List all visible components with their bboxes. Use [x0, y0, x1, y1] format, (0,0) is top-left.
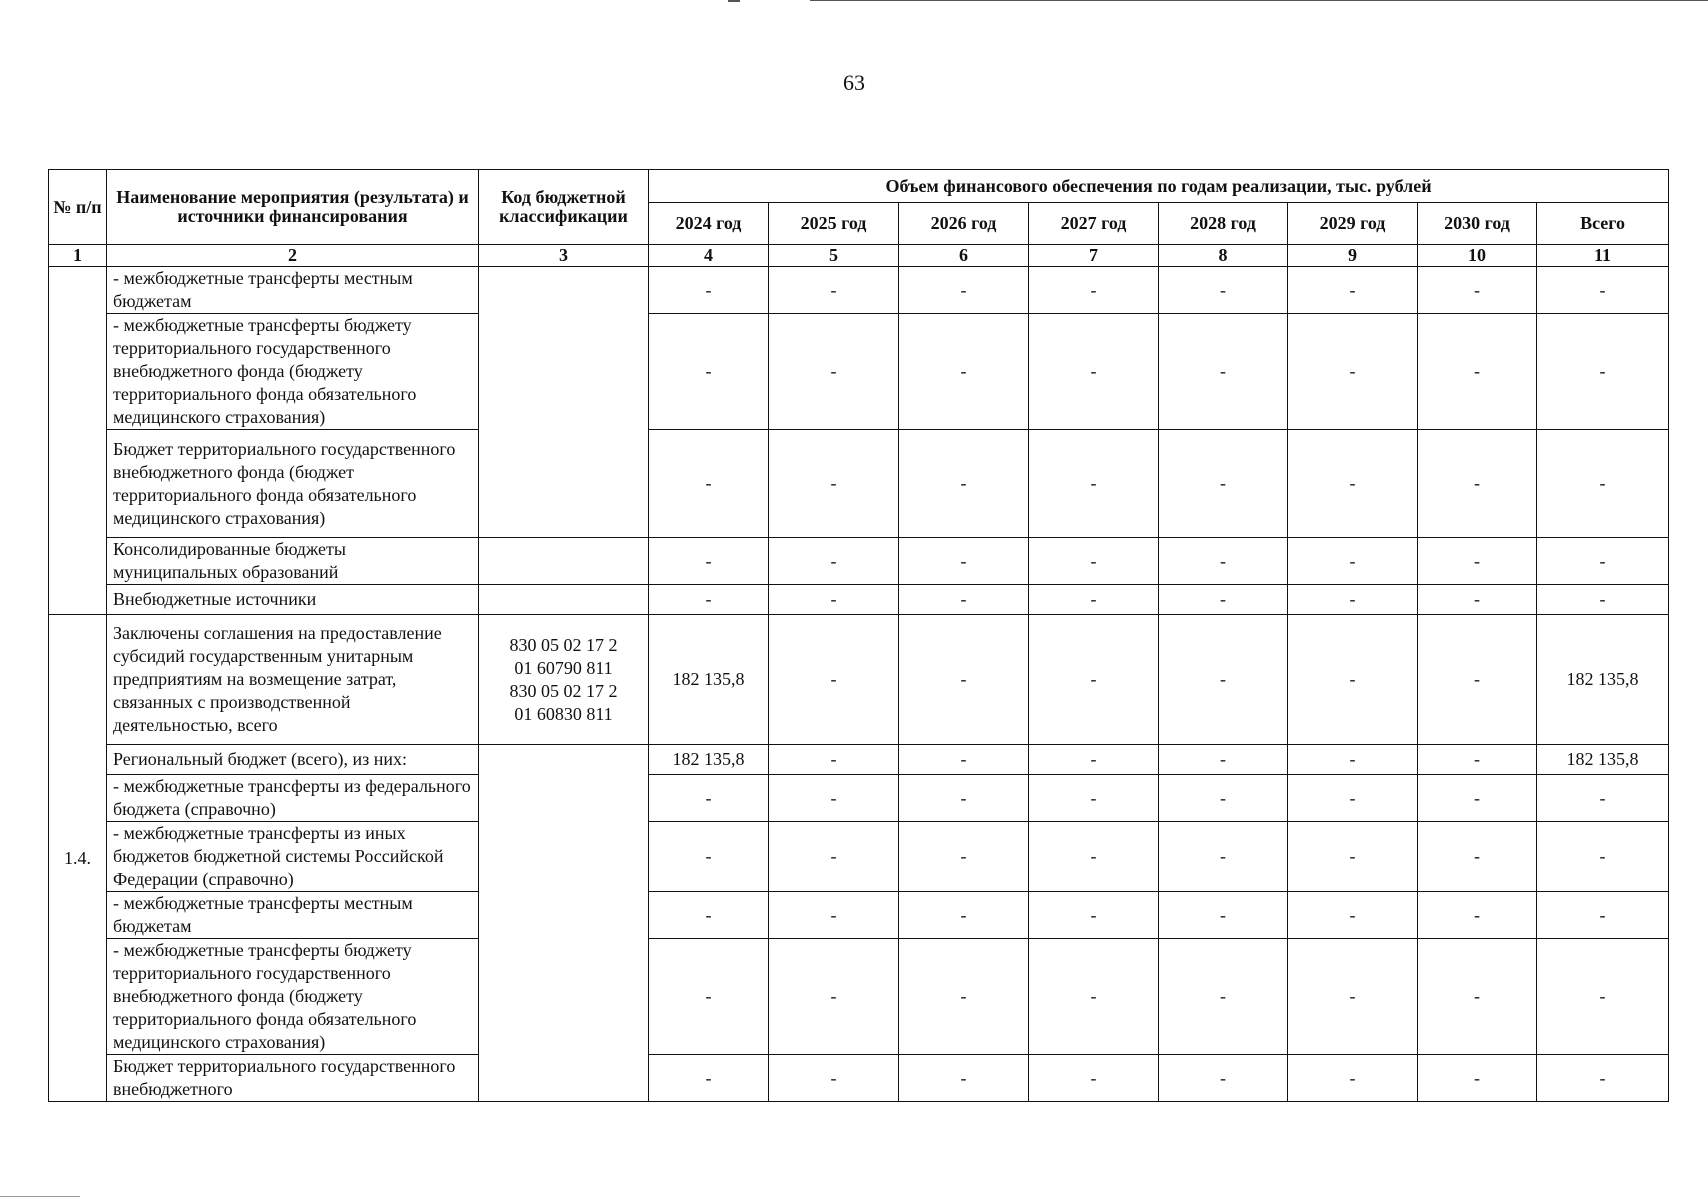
year-header: 2024 год	[649, 203, 769, 245]
value-cell: -	[1537, 538, 1669, 585]
row-index: 1.4.	[49, 615, 107, 1102]
column-number: 10	[1418, 245, 1537, 267]
value-cell: -	[1029, 822, 1159, 892]
value-cell: -	[899, 585, 1029, 615]
value-cell: -	[1537, 585, 1669, 615]
value-cell: -	[1288, 775, 1418, 822]
value-cell: -	[1418, 430, 1537, 538]
column-header-no: № п/п	[49, 170, 107, 245]
column-number: 1	[49, 245, 107, 267]
year-header: 2029 год	[1288, 203, 1418, 245]
value-cell: -	[899, 822, 1029, 892]
value-cell: -	[649, 775, 769, 822]
table-row	[49, 538, 1669, 585]
value-cell: 182 135,8	[1537, 615, 1669, 745]
value-cell: -	[1159, 430, 1288, 538]
budget-code-line: 830 05 02 17 2	[509, 680, 618, 701]
value-cell: -	[1159, 538, 1288, 585]
page-number: 63	[843, 70, 865, 95]
table-row	[49, 585, 1669, 615]
value-cell: -	[1029, 538, 1159, 585]
value-cell: -	[1288, 1055, 1418, 1102]
column-number: 8	[1159, 245, 1288, 267]
value-cell: -	[1537, 892, 1669, 939]
row-name: Внебюджетные источники	[107, 585, 479, 615]
value-cell: 182 135,8	[649, 745, 769, 775]
value-cell: -	[1418, 538, 1537, 585]
table-header-row	[49, 170, 1669, 203]
table-row	[49, 314, 1669, 430]
value-cell: -	[1029, 314, 1159, 430]
column-header-code: Код бюджетной классификации	[479, 170, 649, 245]
budget-code-line: 01 60790 811	[514, 657, 613, 678]
row-name: Бюджет территориального государственного внебюджетного фонда (бюджет территориального фонда обязательного медицинского страхования)	[107, 430, 479, 538]
table-row	[49, 822, 1669, 892]
budget-code-line: 01 60830 811	[514, 703, 613, 724]
scan-artifact-top-short	[728, 0, 740, 2]
value-cell: -	[899, 775, 1029, 822]
table-row	[49, 615, 1669, 745]
value-cell: -	[649, 939, 769, 1055]
value-cell: -	[1288, 745, 1418, 775]
value-cell: -	[1288, 585, 1418, 615]
value-cell: -	[1288, 939, 1418, 1055]
row-name: - межбюджетные трансферты местным бюджетам	[107, 892, 479, 939]
value-cell: -	[769, 892, 899, 939]
value-cell: -	[1029, 267, 1159, 314]
value-cell: -	[769, 538, 899, 585]
column-number: 9	[1288, 245, 1418, 267]
value-cell: -	[1029, 585, 1159, 615]
value-cell: -	[649, 267, 769, 314]
table-row	[49, 1055, 1669, 1102]
year-header: 2028 год	[1159, 203, 1288, 245]
value-cell: 182 135,8	[649, 615, 769, 745]
row-name: Консолидированные бюджеты муниципальных образований	[107, 538, 479, 585]
value-cell: -	[899, 892, 1029, 939]
table-row	[49, 939, 1669, 1055]
value-cell: -	[1537, 1055, 1669, 1102]
row-name: Бюджет территориального государственного внебюджетного	[107, 1055, 479, 1102]
value-cell: -	[1288, 615, 1418, 745]
scan-artifact-bottom	[0, 1196, 80, 1197]
value-cell: -	[769, 745, 899, 775]
value-cell: -	[899, 745, 1029, 775]
value-cell: -	[769, 615, 899, 745]
column-number: 7	[1029, 245, 1159, 267]
value-cell: -	[1537, 267, 1669, 314]
value-cell: -	[899, 430, 1029, 538]
value-cell: 182 135,8	[1537, 745, 1669, 775]
value-cell: -	[1288, 892, 1418, 939]
budget-code	[479, 267, 649, 538]
value-cell: -	[899, 1055, 1029, 1102]
budget-code	[479, 745, 649, 1102]
table-row	[49, 775, 1669, 822]
table-row	[49, 267, 1669, 314]
column-number: 4	[649, 245, 769, 267]
value-cell: -	[1288, 267, 1418, 314]
value-cell: -	[1288, 430, 1418, 538]
value-cell: -	[1159, 775, 1288, 822]
column-header-name: Наименование мероприятия (результата) и источники финансирования	[107, 170, 479, 245]
value-cell: -	[899, 538, 1029, 585]
value-cell: -	[1418, 822, 1537, 892]
value-cell: -	[769, 314, 899, 430]
budget-code	[479, 538, 649, 585]
row-name: - межбюджетные трансферты местным бюджетам	[107, 267, 479, 314]
value-cell: -	[1159, 745, 1288, 775]
value-cell: -	[649, 1055, 769, 1102]
year-header: 2026 год	[899, 203, 1029, 245]
value-cell: -	[769, 585, 899, 615]
row-index	[49, 267, 107, 615]
value-cell: -	[769, 939, 899, 1055]
value-cell: -	[1418, 585, 1537, 615]
value-cell: -	[769, 1055, 899, 1102]
value-cell: -	[1159, 267, 1288, 314]
value-cell: -	[1288, 822, 1418, 892]
value-cell: -	[899, 939, 1029, 1055]
column-number: 3	[479, 245, 649, 267]
table-row	[49, 745, 1669, 775]
column-number: 6	[899, 245, 1029, 267]
value-cell: -	[649, 892, 769, 939]
year-header: 2025 год	[769, 203, 899, 245]
value-cell: -	[769, 267, 899, 314]
row-name: Заключены соглашения на предоставление субсидий государственным унитарным предприятиям на возмещение затрат, связанных с производственной деятельностью, всего	[107, 615, 479, 745]
table-body	[49, 267, 1669, 1102]
value-cell: -	[1418, 1055, 1537, 1102]
value-cell: -	[1029, 430, 1159, 538]
budget-code	[479, 585, 649, 615]
year-header: Всего	[1537, 203, 1669, 245]
row-name: - межбюджетные трансферты из иных бюджетов бюджетной системы Российской Федерации (справочно)	[107, 822, 479, 892]
row-name: - межбюджетные трансферты из федерального бюджета (справочно)	[107, 775, 479, 822]
value-cell: -	[1418, 939, 1537, 1055]
value-cell: -	[1159, 585, 1288, 615]
value-cell: -	[1537, 939, 1669, 1055]
value-cell: -	[1537, 822, 1669, 892]
value-cell: -	[649, 314, 769, 430]
column-header-volume: Объем финансового обеспечения по годам реализации, тыс. рублей	[649, 170, 1669, 203]
value-cell: -	[1159, 822, 1288, 892]
value-cell: -	[1288, 538, 1418, 585]
column-number: 2	[107, 245, 479, 267]
budget-code	[479, 615, 649, 745]
value-cell: -	[1418, 615, 1537, 745]
value-cell: -	[1418, 775, 1537, 822]
value-cell: -	[1159, 314, 1288, 430]
value-cell: -	[1537, 314, 1669, 430]
value-cell: -	[899, 314, 1029, 430]
value-cell: -	[649, 585, 769, 615]
value-cell: -	[1418, 892, 1537, 939]
value-cell: -	[769, 775, 899, 822]
value-cell: -	[769, 822, 899, 892]
value-cell: -	[1029, 775, 1159, 822]
scan-artifact-top	[810, 0, 1708, 1]
value-cell: -	[1418, 745, 1537, 775]
value-cell: -	[769, 430, 899, 538]
value-cell: -	[1159, 615, 1288, 745]
value-cell: -	[1159, 892, 1288, 939]
value-cell: -	[649, 538, 769, 585]
value-cell: -	[1418, 267, 1537, 314]
value-cell: -	[1537, 430, 1669, 538]
column-number: 11	[1537, 245, 1669, 267]
funding-table	[48, 169, 1669, 1102]
value-cell: -	[1029, 1055, 1159, 1102]
row-name: - межбюджетные трансферты бюджету территориального государственного внебюджетного фонда (бюджету территориального фонда обязательного медицинского страхования)	[107, 939, 479, 1055]
value-cell: -	[1537, 775, 1669, 822]
year-header: 2027 год	[1029, 203, 1159, 245]
value-cell: -	[899, 615, 1029, 745]
table-row	[49, 892, 1669, 939]
row-name: Региональный бюджет (всего), из них:	[107, 745, 479, 775]
value-cell: -	[1418, 314, 1537, 430]
table-column-number-row	[49, 245, 1669, 267]
value-cell: -	[649, 430, 769, 538]
value-cell: -	[1029, 939, 1159, 1055]
budget-code-line: 830 05 02 17 2	[509, 634, 618, 655]
year-header: 2030 год	[1418, 203, 1537, 245]
row-name: - межбюджетные трансферты бюджету территориального государственного внебюджетного фонда (бюджету территориального фонда обязательного медицинского страхования)	[107, 314, 479, 430]
value-cell: -	[1288, 314, 1418, 430]
table-row	[49, 430, 1669, 538]
value-cell: -	[1029, 745, 1159, 775]
value-cell: -	[899, 267, 1029, 314]
value-cell: -	[1159, 1055, 1288, 1102]
value-cell: -	[649, 822, 769, 892]
column-number: 5	[769, 245, 899, 267]
value-cell: -	[1029, 615, 1159, 745]
value-cell: -	[1159, 939, 1288, 1055]
value-cell: -	[1029, 892, 1159, 939]
